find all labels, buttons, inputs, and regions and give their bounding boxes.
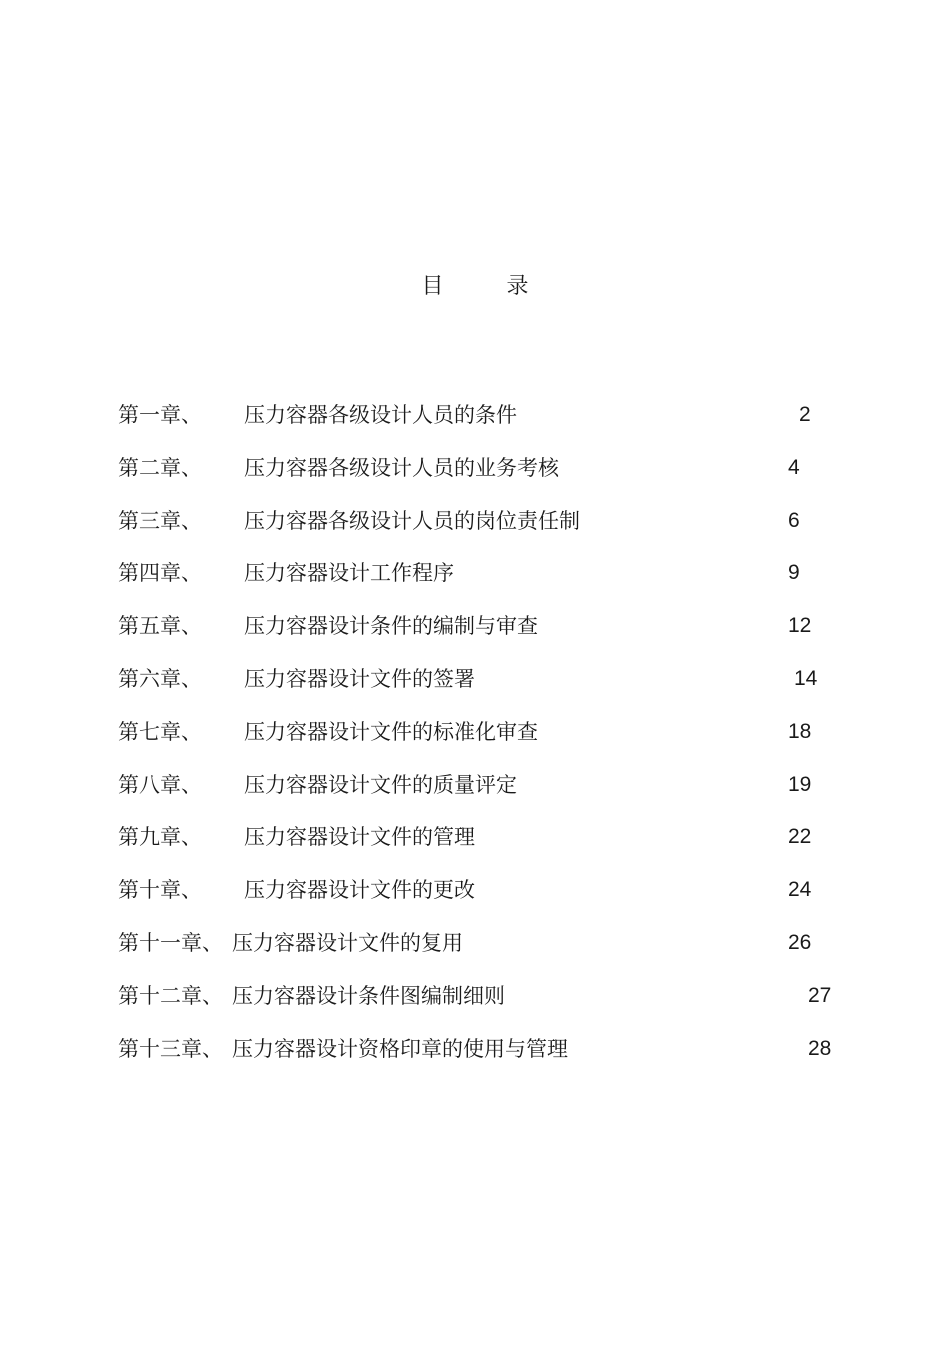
toc-chapter-label: 第十二章、 [118, 983, 223, 1008]
toc-page-number: 19 [788, 772, 812, 796]
toc-chapter-label: 第十章、 [118, 878, 202, 903]
toc-chapter-label: 第十三章、 [118, 1036, 223, 1061]
toc-entry-title: 压力容器设计条件的编制与审查 [244, 614, 538, 639]
toc-entry-title: 压力容器设计文件的复用 [232, 930, 463, 955]
toc-chapter-label: 第七章、 [118, 719, 202, 744]
toc-page-number: 4 [788, 455, 800, 479]
toc-entry-title: 压力容器各级设计人员的条件 [244, 403, 517, 427]
toc-page-number: 9 [788, 561, 800, 585]
toc-entry[interactable] [118, 927, 858, 980]
toc-entry[interactable] [118, 399, 858, 452]
toc-chapter-label: 第六章、 [118, 666, 202, 691]
toc-entry-title: 压力容器设计条件图编制细则 [232, 983, 505, 1008]
toc-entry-title: 压力容器设计文件的更改 [244, 878, 475, 903]
toc-page-number: 26 [788, 930, 812, 954]
toc-page-number: 12 [788, 614, 812, 638]
toc-page-number: 27 [808, 983, 832, 1007]
toc-entry-title: 压力容器设计文件的管理 [244, 825, 475, 850]
toc-page-number: 24 [788, 878, 812, 902]
toc-entry[interactable] [118, 452, 858, 505]
toc-page-number: 28 [808, 1036, 832, 1060]
toc-page-number: 22 [788, 825, 812, 849]
toc-entry-title: 压力容器设计文件的质量评定 [244, 772, 517, 797]
toc-entry[interactable] [118, 874, 858, 927]
toc-entry[interactable] [118, 716, 858, 769]
toc-entry[interactable] [118, 821, 858, 874]
toc-chapter-label: 第九章、 [118, 825, 202, 850]
toc-page-number: 14 [794, 666, 818, 690]
toc-entry[interactable] [118, 769, 858, 822]
toc-heading: 目 录 [421, 274, 557, 299]
toc-entry[interactable] [118, 505, 858, 558]
toc-entry-title: 压力容器各级设计人员的岗位责任制 [244, 508, 580, 533]
toc-entry-title: 压力容器各级设计人员的业务考核 [244, 455, 559, 480]
toc-entry[interactable] [118, 557, 858, 610]
toc-chapter-label: 第五章、 [118, 614, 202, 639]
toc-chapter-label: 第八章、 [118, 772, 202, 797]
toc-chapter-label: 第一章、 [118, 403, 202, 427]
toc-entry-title: 压力容器设计资格印章的使用与管理 [232, 1036, 568, 1061]
toc-entry[interactable] [118, 980, 858, 1033]
toc-page-number: 6 [788, 508, 800, 532]
toc-list [118, 399, 858, 1085]
toc-chapter-label: 第三章、 [118, 508, 202, 533]
toc-chapter-label: 第二章、 [118, 455, 202, 480]
toc-page-number: 18 [788, 719, 812, 743]
toc-entry-title: 压力容器设计工作程序 [244, 561, 454, 586]
toc-entry-title: 压力容器设计文件的标准化审查 [244, 719, 538, 744]
toc-entry-title: 压力容器设计文件的签署 [244, 666, 475, 691]
toc-chapter-label: 第十一章、 [118, 930, 223, 955]
toc-page-number: 2 [799, 403, 811, 426]
toc-entry[interactable] [118, 610, 858, 663]
toc-entry[interactable] [118, 663, 858, 716]
toc-chapter-label: 第四章、 [118, 561, 202, 586]
toc-entry[interactable] [118, 1033, 858, 1086]
